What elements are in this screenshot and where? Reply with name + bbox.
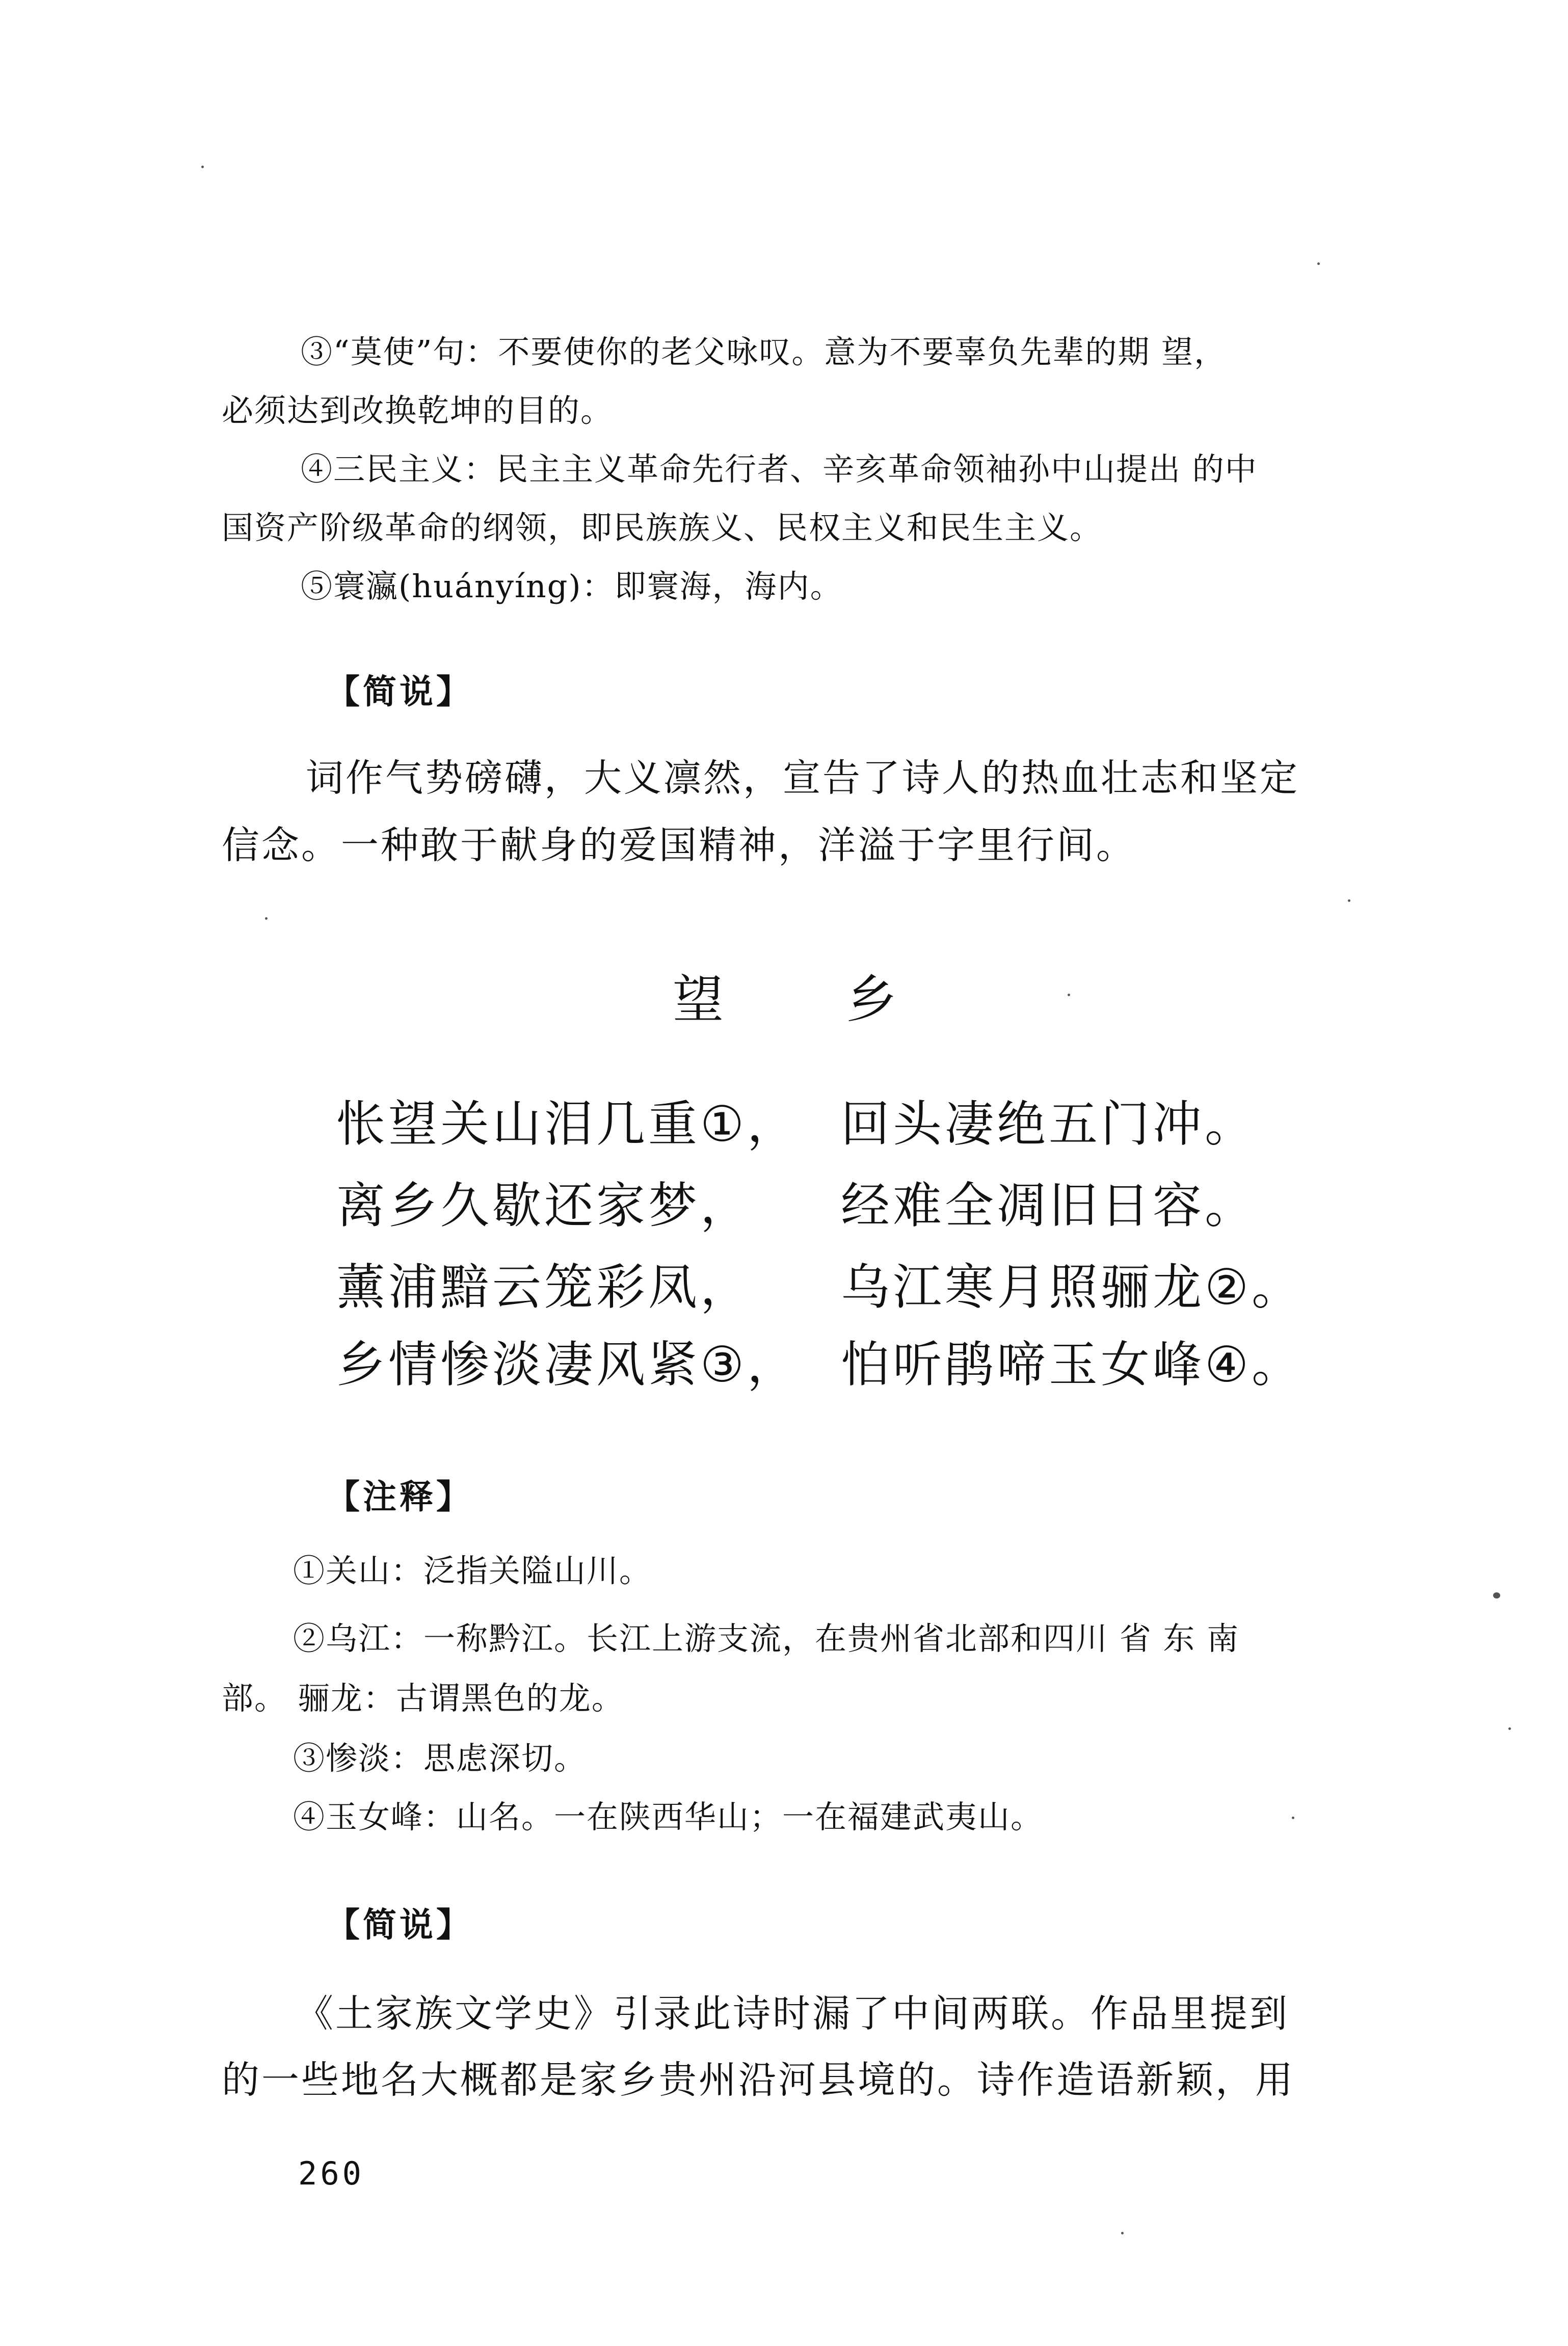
annotation-1: ①关山：泛指关隘山川。 — [293, 1552, 652, 1589]
scan-speck — [201, 166, 204, 168]
poem-line-3-first-half: 薰浦黯云笼彩凤， — [336, 1259, 752, 1316]
poem-line-1 — [336, 1096, 1356, 1156]
scan-speck — [1348, 899, 1350, 902]
annotation-4: ④玉女峰：山名。一在陕西华山；一在福建武夷山。 — [293, 1798, 1044, 1835]
page-number: 260 — [298, 2155, 364, 2192]
scan-speck — [265, 917, 268, 920]
scan-speck — [1508, 1727, 1511, 1730]
poem-line-4-first-half: 乡情惨淡凄风紧③， — [336, 1336, 800, 1393]
poem-line-4-second-half: 怕听鹃啼玉女峰④。 — [841, 1336, 1304, 1393]
note-4-line-1: ④三民主义：民主主义革命先行者、辛亥革命领袖孙中山提出 的中 — [301, 450, 1258, 488]
scan-speck — [1121, 2232, 1124, 2234]
poem-title-char-1: 望 — [673, 970, 724, 1029]
annotation-2-line-1: ②乌江：一称黔江。长江上游支流，在贵州省北部和四川 省 东 南 — [293, 1620, 1240, 1657]
annotation-3: ③惨淡：思虑深切。 — [293, 1740, 587, 1777]
note-4-line-2: 国资产阶级革命的纲领，即民族族义、民权主义和民生主义。 — [222, 509, 1103, 546]
poem-line-2-first-half: 离乡久歇还家梦， — [336, 1177, 752, 1234]
poem-line-1-second-half: 回头凄绝五门冲。 — [841, 1096, 1257, 1153]
poem-title-char-2: 乡 — [846, 970, 897, 1029]
section-heading-annotations: 【注释】 — [326, 1477, 473, 1516]
comment-2-line-1: 《土家族文学史》引录此诗时漏了中间两联。作品里提到 — [296, 1992, 1289, 2036]
poem-line-1-first-half: 怅望关山泪几重①， — [336, 1096, 800, 1153]
note-3-line-1: ③“莫使”句：不要使你的老父咏叹。意为不要辜负先辈的期 望， — [301, 333, 1227, 370]
section-heading-brief-comment-1: 【简说】 — [326, 672, 473, 711]
note-5-line-1: ⑤寰瀛(huányíng)：即寰海，海内。 — [301, 568, 843, 605]
scan-speck — [1068, 994, 1070, 996]
section-heading-brief-comment-2: 【简说】 — [326, 1905, 473, 1944]
poem-line-4 — [336, 1336, 1356, 1396]
poem-line-2 — [336, 1177, 1356, 1237]
note-3-line-2: 必须达到改换乾坤的目的。 — [222, 392, 614, 429]
poem-line-3-second-half: 乌江寒月照骊龙②。 — [841, 1259, 1304, 1316]
poem-line-3 — [336, 1259, 1356, 1319]
scan-speck — [1493, 1592, 1500, 1598]
scan-speck — [1292, 1817, 1294, 1819]
comment-2-line-2: 的一些地名大概都是家乡贵州沿河县境的。诗作造语新颖，用 — [222, 2058, 1295, 2102]
annotation-2-line-2: 部。 骊龙：古谓黑色的龙。 — [222, 1679, 624, 1717]
scan-speck — [1317, 262, 1320, 265]
comment-1-line-2: 信念。一种敢于献身的爱国精神，洋溢于字里行间。 — [222, 823, 1136, 867]
comment-1-line-1: 词作气势磅礴，大义凛然，宣告了诗人的热血壮志和坚定 — [306, 756, 1299, 800]
poem-line-2-second-half: 经难全凋旧日容。 — [841, 1177, 1257, 1234]
